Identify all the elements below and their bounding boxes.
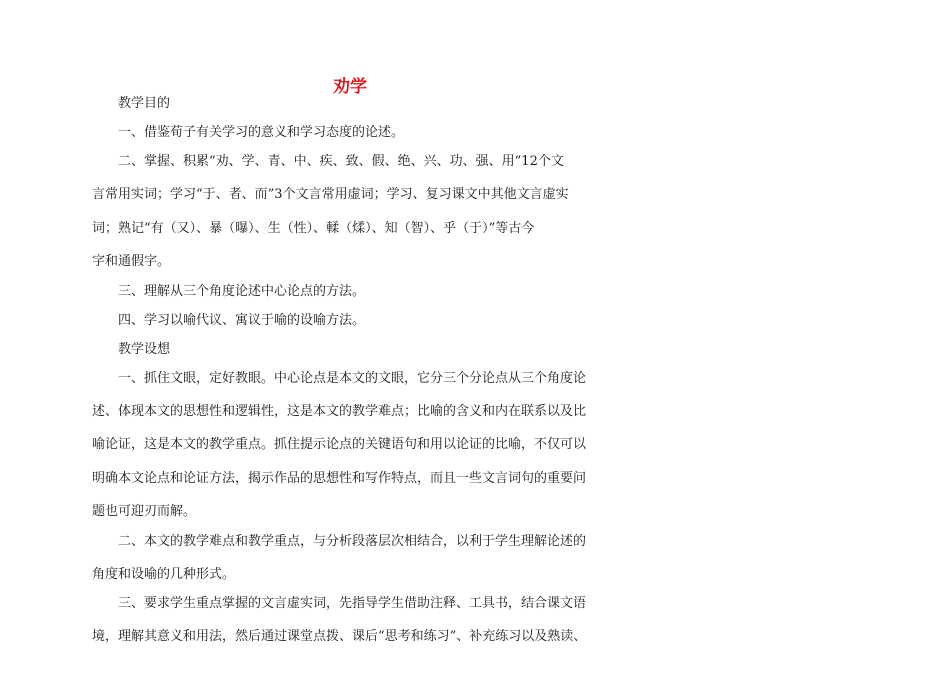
section-heading: 教学设想	[118, 342, 171, 357]
paragraph-line: 三、要求学生重点掌握的文言虚实词，先指导学生借助注释、工具书，结合课文语	[118, 596, 587, 611]
paragraph-line: 四、学习以喻代议、寓议于喻的设喻方法。	[118, 313, 366, 328]
paragraph-line: 角度和设喻的几种形式。	[92, 567, 236, 582]
paragraph-line: 喻论证，这是本文的教学重点。抓住提示论点的关键语句和用以论证的比喻，不仅可以	[92, 437, 587, 452]
paragraph-line: 二、本文的教学难点和教学重点，与分析段落层次相结合，以利于学生理解论述的	[118, 534, 587, 549]
paragraph-line: 题也可迎刃而解。	[92, 504, 197, 519]
paragraph-line: 一、借鉴荀子有关学习的意义和学习态度的论述。	[118, 125, 405, 140]
document-title: 劝学	[333, 77, 367, 97]
paragraph-line: 境，理解其意义和用法，然后通过课堂点拨、课后“思考和练习”、补充练习以及熟读、	[92, 629, 587, 644]
paragraph-line: 一、抓住文眼，定好教眼。中心论点是本文的文眼，它分三个分论点从三个角度论	[118, 371, 587, 386]
paragraph-line: 述、体现本文的思想性和逻辑性，这是本文的教学难点；比喻的含义和内在联系以及比	[92, 404, 587, 419]
paragraph-line: 字和通假字。	[92, 254, 171, 269]
paragraph-line: 二、掌握、积累“劝、学、青、中、疾、致、假、绝、兴、功、强、用”12个文	[118, 154, 564, 169]
paragraph-line: 三、理解从三个角度论述中心论点的方法。	[118, 284, 366, 299]
section-heading: 教学目的	[118, 96, 171, 111]
paragraph-line: 言常用实词；学习“于、者、而”3个文言常用虚词；学习、复习课文中其他文言虚实	[92, 187, 569, 202]
paragraph-line: 明确本文论点和论证方法，揭示作品的思想性和写作特点，而且一些文言词句的重要问	[92, 471, 587, 486]
paragraph-line: 词；熟记“有（又）、暴（曝）、生（性）、輮（煣）、知（智）、乎（于）”等古今	[92, 221, 535, 236]
